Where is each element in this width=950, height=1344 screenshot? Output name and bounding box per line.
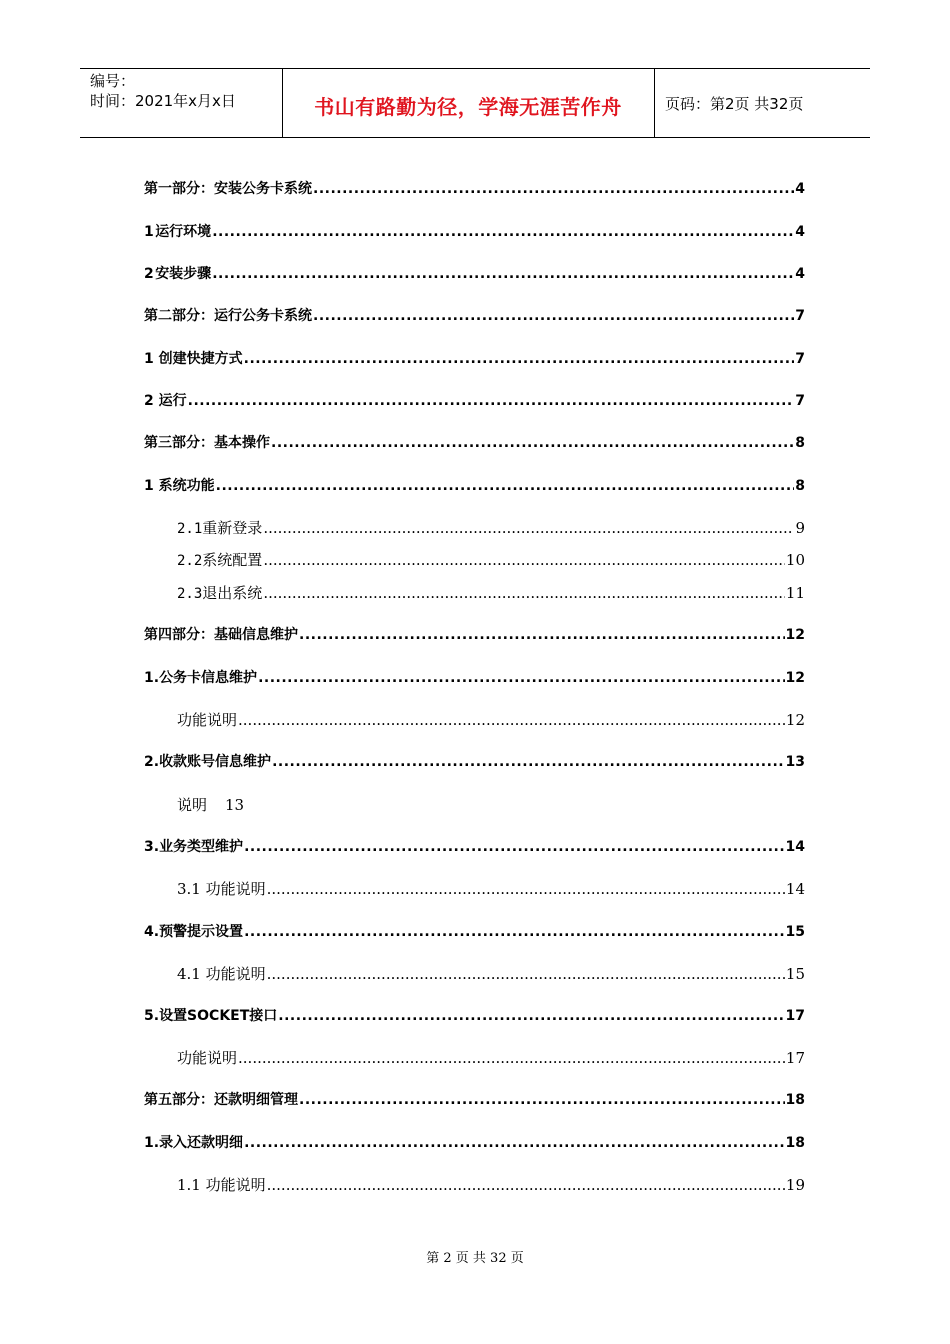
toc-entry-label: 预警提示设置 — [159, 924, 244, 940]
toc-entry-label: 3.1 功能说明 — [177, 880, 266, 898]
toc-leader-dots — [263, 519, 794, 537]
toc-leader-dots — [188, 393, 795, 409]
toc-leader-dots — [244, 924, 784, 940]
toc-entry-number: 1. — [144, 670, 160, 686]
toc-entry-label: 公务卡信息维护 — [159, 670, 258, 686]
toc-entry[interactable] — [144, 751, 805, 771]
toc-entry-number: 2.3 — [177, 586, 203, 602]
header-motto: 书山有路勤为径，学海无涯苦作舟 — [314, 95, 622, 119]
header-page-info: 页码：第2页 共32页 — [665, 95, 804, 113]
toc-entry-label: 录入还款明细 — [159, 1135, 244, 1151]
toc-entry-page: 18 — [785, 1092, 805, 1108]
toc-entry-page: 4 — [795, 224, 805, 240]
toc-leader-dots — [263, 584, 785, 602]
toc-entry-label: 1 系统功能 — [144, 478, 215, 494]
toc-entry[interactable] — [144, 432, 805, 452]
toc-entry[interactable] — [144, 667, 805, 687]
toc-leader-dots — [271, 435, 794, 451]
toc-entry-label: 安装步骤 — [155, 266, 212, 282]
toc-entry-page: 17 — [785, 1008, 805, 1024]
toc-entry-number: 1. — [144, 1135, 160, 1151]
toc-leader-dots — [263, 551, 785, 569]
toc-entry[interactable] — [144, 921, 805, 941]
toc-entry[interactable] — [177, 794, 805, 815]
toc-entry-page: 7 — [795, 351, 805, 367]
toc-entry[interactable] — [144, 221, 805, 241]
toc-leader-dots — [238, 1049, 785, 1067]
toc-entry[interactable] — [144, 1089, 805, 1109]
toc-entry[interactable] — [144, 348, 805, 368]
toc-entry-label: 第三部分：基本操作 — [144, 435, 270, 451]
toc-entry-label: 第四部分：基础信息维护 — [144, 627, 298, 643]
toc-entry-label: 系统配置 — [202, 551, 263, 569]
toc-entry-page: 14 — [785, 880, 805, 898]
toc-entry-label: 运行环境 — [155, 224, 212, 240]
toc-entry-label: 4.1 功能说明 — [177, 965, 266, 983]
toc-entry[interactable] — [177, 517, 805, 538]
toc-entry-page: 12 — [785, 670, 805, 686]
toc-entry-page: 18 — [785, 1135, 805, 1151]
toc-entry[interactable] — [144, 178, 805, 198]
toc-entry-label: 1 创建快捷方式 — [144, 351, 243, 367]
page-footer: 第 2 页 共 32 页 — [426, 1251, 524, 1266]
toc-entry[interactable] — [144, 836, 805, 856]
toc-entry-label: 重新登录 — [202, 519, 263, 537]
toc-entry-page: 12 — [785, 627, 805, 643]
toc-entry[interactable] — [177, 582, 805, 603]
toc-leader-dots — [278, 1008, 784, 1024]
toc-entry-number: 4. — [144, 924, 160, 940]
toc-entry-label: 功能说明 — [177, 711, 238, 729]
toc-entry-page: 10 — [785, 551, 805, 569]
page-header — [80, 68, 870, 138]
toc-entry[interactable] — [144, 305, 805, 325]
toc-leader-dots — [244, 351, 795, 367]
toc-leader-dots — [299, 1092, 785, 1108]
toc-entry-number: 5. — [144, 1008, 160, 1024]
toc-entry-page: 15 — [785, 965, 805, 983]
toc-entry-page: 4 — [795, 266, 805, 282]
toc-entry-page: 8 — [795, 435, 805, 451]
toc-leader-dots — [313, 308, 794, 324]
toc-leader-dots — [267, 880, 785, 898]
toc-entry-label: 退出系统 — [202, 584, 263, 602]
toc-entry[interactable] — [177, 709, 805, 730]
toc-entry[interactable] — [177, 549, 805, 570]
toc-entry[interactable] — [144, 1132, 805, 1152]
toc-entry-label: 1.1 功能说明 — [177, 1176, 266, 1194]
toc-entry-label: 收款账号信息维护 — [159, 754, 272, 770]
toc-entry-page: 19 — [785, 1176, 805, 1194]
toc-entry-page: 17 — [785, 1049, 805, 1067]
toc-leader-dots — [267, 1176, 785, 1194]
toc-entry-label: 2 运行 — [144, 393, 187, 409]
toc-leader-dots — [212, 266, 794, 282]
toc-entry-page: 9 — [795, 519, 805, 537]
toc-entry-label: 第一部分：安装公务卡系统 — [144, 181, 312, 197]
toc-entry-label: 第二部分：运行公务卡系统 — [144, 308, 312, 324]
toc-entry[interactable] — [177, 1047, 805, 1068]
toc-leader-dots — [212, 224, 794, 240]
header-meta — [90, 71, 236, 111]
header-divider — [654, 69, 655, 137]
number-label: 编号： — [90, 72, 136, 90]
toc-entry-page: 8 — [795, 478, 805, 494]
toc-entry-page: 7 — [795, 308, 805, 324]
toc-entry[interactable] — [177, 963, 805, 984]
toc-entry-label: 功能说明 — [177, 1049, 238, 1067]
toc-entry-label: 设置SOCKET接口 — [159, 1008, 278, 1024]
toc-leader-dots — [272, 754, 784, 770]
toc-leader-dots — [299, 627, 785, 643]
toc-entry[interactable] — [144, 475, 805, 495]
toc-entry-page: 14 — [785, 839, 805, 855]
toc-entry[interactable] — [177, 1174, 805, 1195]
toc-entry-page: 11 — [785, 584, 805, 602]
toc-leader-dots — [244, 839, 784, 855]
toc-leader-dots — [216, 478, 795, 494]
toc-entry[interactable] — [177, 878, 805, 899]
toc-entry-number: 2.2 — [177, 553, 203, 569]
toc-leader-dots — [244, 1135, 784, 1151]
toc-entry-number: 2. — [144, 754, 160, 770]
toc-entry-page: 13 — [785, 754, 805, 770]
toc-leader-dots — [267, 965, 785, 983]
toc-entry-number: 2.1 — [177, 521, 203, 537]
time-label: 时间：2021年x月x日 — [90, 92, 236, 110]
toc-entry[interactable] — [144, 263, 805, 283]
toc-entry-page: 15 — [785, 924, 805, 940]
toc-entry-page: 13 — [225, 796, 245, 814]
toc-leader-dots — [313, 181, 794, 197]
toc-entry[interactable] — [144, 1005, 805, 1025]
toc-entry[interactable] — [144, 624, 805, 644]
toc-entry-number: 1 — [144, 224, 154, 240]
toc-entry-number: 2 — [144, 266, 154, 282]
toc-entry-label: 第五部分：还款明细管理 — [144, 1092, 298, 1108]
toc-entry-page: 12 — [785, 711, 805, 729]
toc-entry-number: 3. — [144, 839, 160, 855]
toc-leader-dots — [238, 711, 785, 729]
toc-entry-page: 7 — [795, 393, 805, 409]
toc-entry-label: 业务类型维护 — [159, 839, 244, 855]
toc-leader-dots — [258, 670, 784, 686]
toc-entry-label: 说明 — [177, 796, 208, 814]
toc-entry-page: 4 — [795, 181, 805, 197]
toc-entry[interactable] — [144, 390, 805, 410]
